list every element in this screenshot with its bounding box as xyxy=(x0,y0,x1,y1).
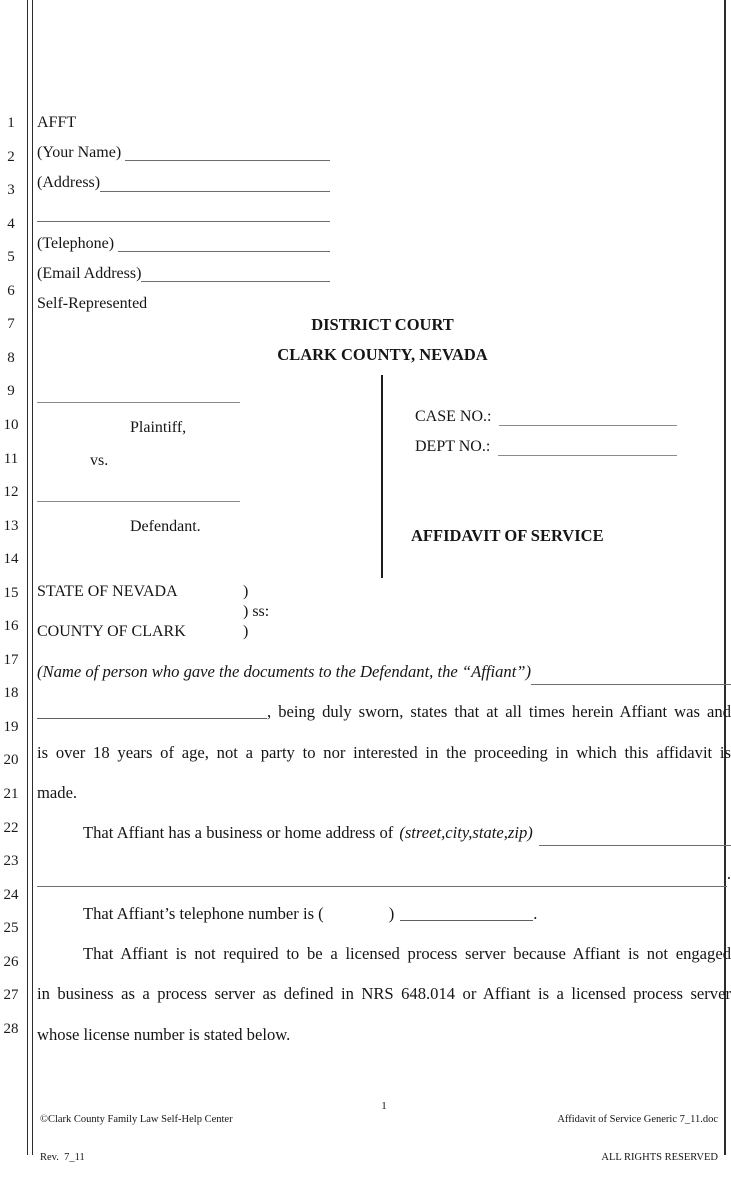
line-number: 3 xyxy=(7,182,15,199)
page-number: 1 xyxy=(381,1100,387,1112)
footer-rights: ALL RIGHTS RESERVED xyxy=(601,1151,718,1163)
state-paren: ) xyxy=(243,583,249,601)
ss-label: ) ss: xyxy=(243,603,270,621)
dept-no-label: DEPT NO.: xyxy=(415,438,491,455)
address-period: . xyxy=(726,863,731,883)
line-number: 9 xyxy=(7,383,15,400)
your-name-blank xyxy=(125,160,330,161)
case-caption xyxy=(37,375,731,578)
affidavit-body xyxy=(37,652,731,1055)
telephone-period: . xyxy=(533,903,538,923)
line-number: 19 xyxy=(3,718,19,735)
address-statement-line xyxy=(37,813,731,853)
line-number: 4 xyxy=(7,215,15,232)
line-number: 14 xyxy=(3,551,19,568)
email-label: (Email Address) xyxy=(37,265,142,283)
line-number: 27 xyxy=(3,987,19,1004)
line-number: 15 xyxy=(3,584,19,601)
self-represented-label: Self-Represented xyxy=(37,295,148,313)
telephone-statement-line xyxy=(37,894,731,934)
line-number: 22 xyxy=(3,819,19,836)
defendant-label: Defendant. xyxy=(130,518,201,535)
line-number: 25 xyxy=(3,920,19,937)
sworn-statement-line3: made. xyxy=(37,783,78,803)
line-number: 7 xyxy=(7,316,15,333)
line-number: 23 xyxy=(3,853,19,870)
line-number: 2 xyxy=(7,148,15,165)
address-statement-blank xyxy=(539,845,731,846)
state-label: STATE OF NEVADA xyxy=(37,583,178,601)
plaintiff-name-blank xyxy=(37,402,240,403)
license-statement-line1: That Affiant is not required to be a licensed process server because Affiant is not engaged xyxy=(83,944,731,964)
line-number: 1 xyxy=(7,115,15,131)
footer-revision: Rev. 7_11 xyxy=(40,1151,85,1163)
address-label: (Address) xyxy=(37,174,101,192)
document-title: AFFIDAVIT OF SERVICE xyxy=(411,526,604,545)
telephone-statement-text: That Affiant’s telephone number is ( xyxy=(83,903,324,923)
address2-blank xyxy=(37,221,330,222)
line-number-column xyxy=(0,0,22,1155)
sworn-statement-line1 xyxy=(37,692,731,732)
line-number: 18 xyxy=(3,685,19,702)
footer-copyright: ©Clark County Family Law Self-Help Center xyxy=(40,1114,233,1125)
line-number: 16 xyxy=(3,618,19,635)
line-number: 21 xyxy=(3,786,19,802)
line-number: 17 xyxy=(3,651,19,668)
case-no-label: CASE NO.: xyxy=(415,408,492,425)
address-statement-line2 xyxy=(37,853,731,893)
address-format-hint: (street,city,state,zip) xyxy=(399,823,533,843)
line-number: 10 xyxy=(3,416,19,433)
license-statement-line2: in business as a process server as defined in NRS 648.014 or Affiant is a licensed process server xyxy=(37,984,731,1004)
defendant-name-blank xyxy=(37,501,240,502)
line-number: 24 xyxy=(3,886,19,903)
county-label: COUNTY OF CLARK xyxy=(37,623,186,641)
telephone-label: (Telephone) xyxy=(37,234,119,252)
plaintiff-label: Plaintiff, xyxy=(130,419,187,436)
court-county: CLARK COUNTY, NEVADA xyxy=(277,345,488,365)
caption-divider-line xyxy=(381,375,383,578)
email-blank xyxy=(141,281,330,282)
case-no-row xyxy=(415,406,677,428)
line-number: 12 xyxy=(3,484,19,501)
venue-block xyxy=(37,582,437,643)
telephone-close-paren: ) xyxy=(388,903,395,923)
telephone-blank xyxy=(118,251,330,252)
dept-no-row xyxy=(415,436,677,458)
footer-filename: Affidavit of Service Generic 7_11.doc xyxy=(557,1114,718,1125)
affiant-name-line xyxy=(37,652,731,692)
sworn-statement-line2: is over 18 years of age, not a party to nor interested in the proceeding in which this affidavit is xyxy=(37,742,731,762)
address-statement-blank2 xyxy=(37,886,727,887)
your-name-label: (Your Name) xyxy=(37,144,126,162)
affiant-name-blank-2 xyxy=(37,704,267,719)
court-name: DISTRICT COURT xyxy=(311,315,454,334)
court-heading xyxy=(37,310,728,370)
line-number: 20 xyxy=(3,752,19,769)
affiant-name-prompt: (Name of person who gave the documents to the Defendant, the “Affiant”) xyxy=(37,662,532,682)
license-statement-line3: whose license number is stated below. xyxy=(37,1024,291,1044)
dept-no-blank xyxy=(498,455,677,456)
line-number: 13 xyxy=(3,517,19,534)
line-number: 28 xyxy=(3,1020,19,1037)
line-number: 5 xyxy=(7,249,15,266)
address-statement-text: That Affiant has a business or home address of xyxy=(83,823,394,843)
affiant-name-blank xyxy=(531,684,731,685)
footer-right xyxy=(557,1089,718,1189)
pleading-left-double-rule xyxy=(27,0,33,1155)
county-paren: ) xyxy=(243,623,249,641)
line-number: 11 xyxy=(3,450,19,467)
filer-info-block xyxy=(37,108,330,319)
line-number: 8 xyxy=(7,349,15,366)
telephone-number-blank xyxy=(400,906,533,921)
address-blank xyxy=(100,191,330,192)
vs-label: vs. xyxy=(90,452,109,469)
case-no-blank xyxy=(499,425,677,426)
line-number: 26 xyxy=(3,953,19,970)
doc-code: AFFT xyxy=(37,114,77,132)
sworn-statement-text1: , being duly sworn, states that at all times herein Affiant was and xyxy=(267,702,731,722)
line-number: 6 xyxy=(7,282,15,299)
